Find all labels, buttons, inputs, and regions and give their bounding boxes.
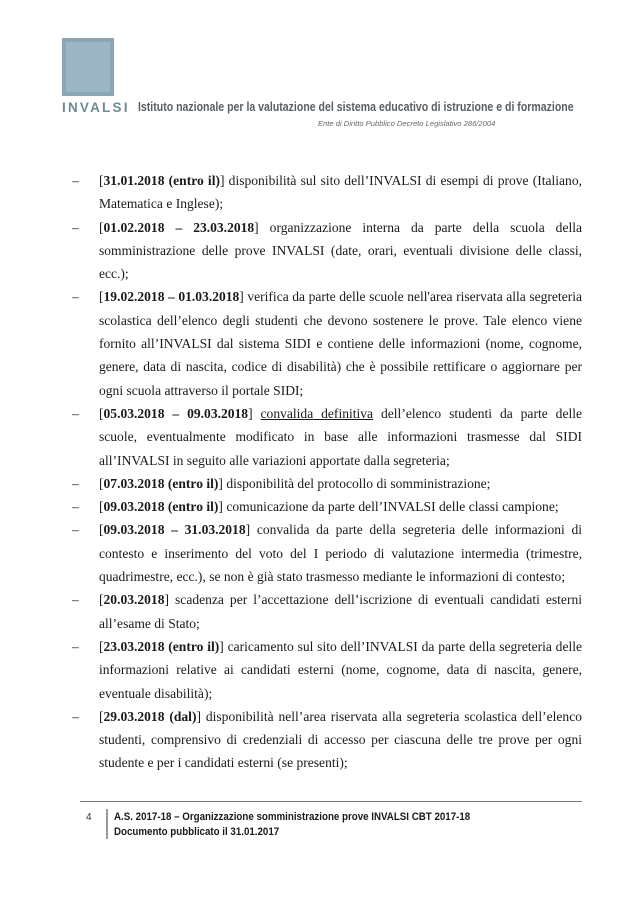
page-number: 4 bbox=[86, 812, 92, 823]
list-item: – [07.03.2018 (entro il)] disponibilità del protocollo di somministrazione; bbox=[72, 472, 582, 495]
footer-line-1: A.S. 2017-18 – Organizzazione somministrazione prove INVALSI CBT 2017-18 bbox=[114, 811, 471, 823]
item-date: 19.02.2018 – 01.03.2018 bbox=[103, 289, 240, 305]
item-text: dell’elenco studenti da parte delle scuole, eventualmente modificato in base alle informazioni trasmesse dal SIDI all’INVALSI in seguito alle variazioni apportate dalla segreteria; bbox=[99, 405, 582, 468]
list-item: – [19.02.2018 – 01.03.2018] verifica da parte delle scuole nell'area riservata alla segreteria scolastica dell’elenco degli studenti che devono sostenere le prove. Tale elenco viene fornito all’INVALSI dal sistema SIDI e contiene delle informazioni (nome, cognome, genere, data di nascita, codice di disabilità) che è possibile rettificare o aggiornare per ogni scuola attraverso il portale SIDI; bbox=[72, 285, 582, 401]
item-text: organizzazione interna da parte della scuola della somministrazione delle prove INVALSI (date, orari, eventuali divisione delle classi, ecc.); bbox=[99, 219, 583, 282]
item-date: 29.03.2018 (dal) bbox=[103, 708, 197, 724]
dash-bullet: – bbox=[72, 708, 79, 724]
dash-bullet: – bbox=[72, 219, 79, 235]
item-date: 07.03.2018 (entro il) bbox=[103, 475, 219, 491]
item-date: 20.03.2018 bbox=[103, 592, 165, 608]
item-text: caricamento sul sito dell’INVALSI da parte della segreteria delle informazioni relative ai candidati esterni (nome, cognome, data di nascita, genere, eventuale disabilità); bbox=[99, 638, 582, 701]
item-text: comunicazione da parte dell’INVALSI delle classi campione; bbox=[226, 499, 559, 515]
list-item: – [29.03.2018 (dal)] disponibilità nell’area riservata alla segreteria scolastica dell’elenco studenti, comprensivo di credenziali di accesso per ciascuna delle tre prove per ogni studente e per i candidati esterni (se presenti); bbox=[72, 705, 582, 775]
item-date: 09.03.2018 (entro il) bbox=[103, 499, 219, 515]
footer-text bbox=[114, 810, 470, 840]
dash-bullet: – bbox=[72, 522, 79, 538]
dash-bullet: – bbox=[72, 475, 79, 491]
dash-bullet: – bbox=[72, 405, 79, 421]
item-date: 09.03.2018 – 31.03.2018 bbox=[103, 522, 246, 538]
footer-separator bbox=[106, 809, 108, 839]
list-item: – [05.03.2018 – 09.03.2018] convalida definitiva dell’elenco studenti da parte delle scuole, eventualmente modificato in base alle informazioni trasmesse dal SIDI all’INVALSI in seguito alle variazioni apportate dalla segreteria; bbox=[72, 402, 582, 472]
institute-name: Istituto nazionale per la valutazione del sistema educativo di istruzione e di formazione bbox=[138, 99, 574, 114]
list-item: – [20.03.2018] scadenza per l’accettazione dell’iscrizione di eventuali candidati esterni all’esame di Stato; bbox=[72, 588, 582, 635]
list-item: – [23.03.2018 (entro il)] caricamento sul sito dell’INVALSI da parte della segreteria delle informazioni relative ai candidati esterni (nome, cognome, data di nascita, genere, eventuale disabilità); bbox=[72, 635, 582, 705]
list-item: – [09.03.2018 (entro il)] comunicazione da parte dell’INVALSI delle classi campione; bbox=[72, 495, 582, 518]
item-text: verifica da parte delle scuole nell'area riservata alla segreteria scolastica dell’elenco degli studenti che devono sostenere le prove. Tale elenco viene fornito all’INVALSI dal sistema SIDI e contiene delle informazioni (nome, cognome, genere, data di nascita, codice di disabilità) che è possibile rettificare o aggiornare per ogni scuola attraverso il portale SIDI; bbox=[99, 289, 582, 398]
item-text: disponibilità del protocollo di somministrazione; bbox=[226, 475, 491, 491]
dash-bullet: – bbox=[72, 592, 79, 608]
item-underlined-text: convalida definitiva bbox=[260, 405, 374, 421]
dash-bullet: – bbox=[72, 289, 79, 305]
item-text: disponibilità sul sito dell’INVALSI di esempi di prove (Italiano, Matematica e Inglese); bbox=[99, 173, 582, 212]
dash-bullet: – bbox=[72, 499, 79, 515]
list-item: – [01.02.2018 – 23.03.2018] organizzazione interna da parte della scuola della somministrazione delle prove INVALSI (date, orari, eventuali divisione delle classi, ecc.); bbox=[72, 216, 582, 286]
list-item: – [09.03.2018 – 31.03.2018] convalida da parte della segreteria delle informazioni di contesto e inserimento del voto del I periodo di valutazione intermedia (trimestre, quadrimestre, ecc.), se non è già stato trasmesso mediante le informazioni di contesto; bbox=[72, 518, 582, 588]
item-date: 01.02.2018 – 23.03.2018 bbox=[103, 219, 255, 235]
item-text: convalida da parte della segreteria delle informazioni di contesto e inserimento del voto del I periodo di valutazione intermedia (trimestre, quadrimestre, ecc.), se non è già stato trasmesso mediante le informazioni di contesto; bbox=[99, 522, 583, 585]
dash-bullet: – bbox=[72, 638, 79, 654]
item-date: 23.03.2018 (entro il) bbox=[103, 638, 220, 654]
schedule-list bbox=[72, 169, 582, 775]
item-date: 05.03.2018 – 09.03.2018 bbox=[103, 405, 249, 421]
footer-rule bbox=[80, 801, 582, 802]
list-item: – [31.01.2018 (entro il)] disponibilità sul sito dell’INVALSI di esempi di prove (Italiano, Matematica e Inglese); bbox=[72, 169, 582, 216]
item-text: scadenza per l’accettazione dell’iscrizione di eventuali candidati esterni all’esame di Stato; bbox=[99, 592, 582, 631]
item-text: disponibilità nell’area riservata alla segreteria scolastica dell’elenco studenti, comprensivo di credenziali di accesso per ciascuna delle tre prove per ogni studente e per i candidati esterni (se presenti); bbox=[99, 708, 582, 771]
footer-line-2: Documento pubblicato il 31.01.2017 bbox=[114, 826, 280, 838]
item-date: 31.01.2018 (entro il) bbox=[103, 173, 220, 188]
logo-wordmark: INVALSI bbox=[62, 100, 130, 115]
invalsi-logo-mark bbox=[62, 38, 114, 96]
dash-bullet: – bbox=[72, 173, 79, 188]
institute-subtitle: Ente di Diritto Pubblico Decreto Legislativo 286/2004 bbox=[318, 119, 496, 128]
